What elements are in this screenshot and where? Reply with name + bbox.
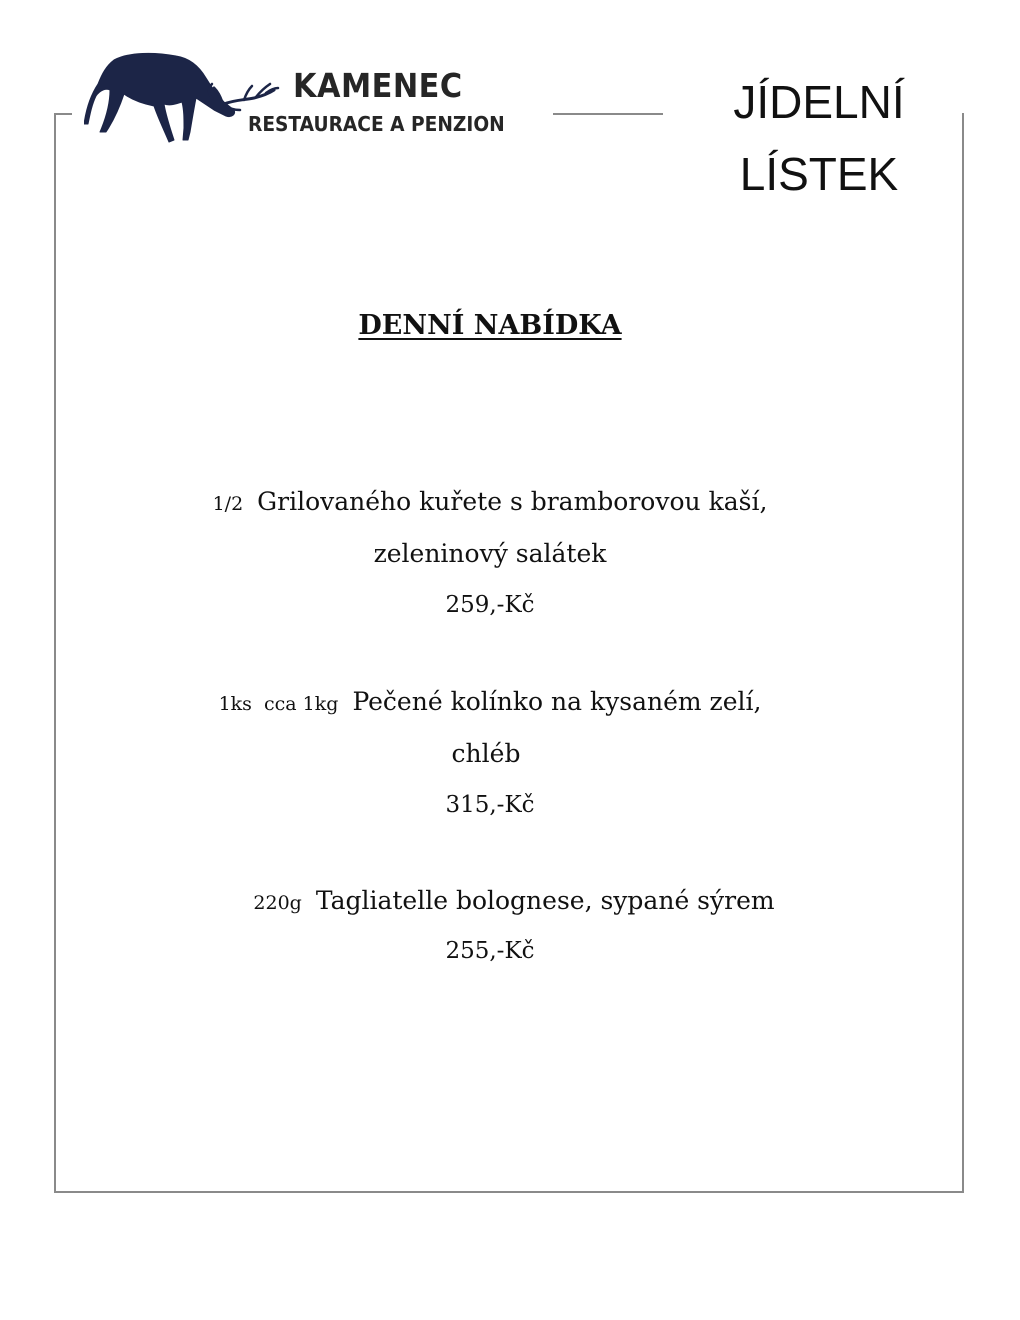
dish-1-line1	[0, 487, 980, 516]
frame-top-middle-line	[553, 113, 663, 115]
dish-3-price: 255,-Kč	[445, 938, 535, 964]
brand-subtitle: RESTAURACE A PENZION	[248, 112, 505, 136]
menu-title-line2: LÍSTEK	[739, 148, 899, 200]
section-heading: DENNÍ NABÍDKA	[358, 310, 622, 341]
dish-3-name: Tagliatelle bolognese, sypané sýrem	[315, 886, 775, 915]
frame-right-line	[962, 113, 964, 1193]
dish-3-line1	[24, 886, 1004, 915]
dish-1-quantity: 1/2	[212, 493, 244, 515]
dish-2-quantity: 1ks cca 1kg	[218, 693, 339, 715]
dish-2-line2: chléb	[451, 739, 521, 768]
dish-2-price: 315,-Kč	[445, 792, 535, 818]
frame-top-left-line	[55, 113, 72, 115]
dish-2-name: Pečené kolínko na kysaném zelí,	[352, 687, 762, 716]
dish-3-quantity: 220g	[253, 892, 302, 914]
dish-2-line1	[0, 687, 980, 716]
brand-name: KAMENEC	[293, 66, 463, 105]
dish-1-name: Grilovaného kuřete s bramborovou kaší,	[257, 487, 768, 516]
dish-1-price: 259,-Kč	[445, 592, 535, 618]
frame-left-line	[54, 113, 56, 1193]
dish-1-line2: zeleninový salátek	[373, 539, 607, 568]
menu-title	[700, 66, 938, 210]
frame-bottom-line	[54, 1191, 964, 1193]
menu-title-line1: JÍDELNÍ	[733, 76, 905, 128]
